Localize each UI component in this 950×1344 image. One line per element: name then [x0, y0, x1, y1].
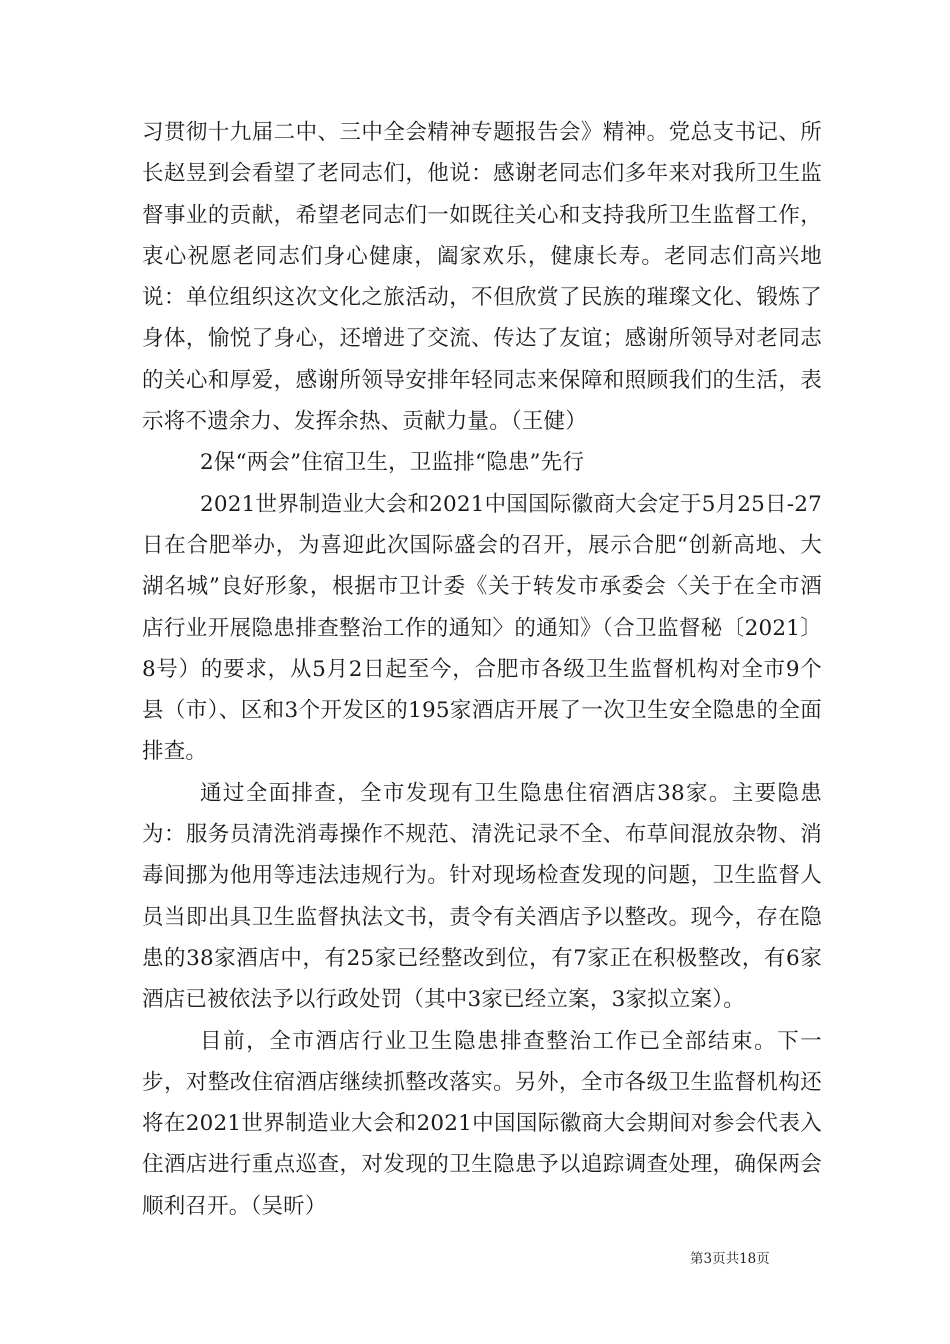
paragraph: 目前，全市酒店行业卫生隐患排查整治工作已全部结束。下一步，对整改住宿酒店继续抓整改落实。另外，全市各级卫生监督机构还将在2021世界制造业大会和2021中国国际徽商大会期间对参会代表入住酒店进行重点巡查，对发现的卫生隐患予以追踪调查处理，确保两会顺利召开。（吴昕）	[142, 1028, 822, 1219]
section-heading: 2保“两会”住宿卫生，卫监排“隐患”先行	[200, 450, 585, 476]
paragraph-continued: 习贯彻十九届二中、三中全会精神专题报告会》精神。党总支书记、所长赵昱到会看望了老同志们，他说：感谢老同志们多年来对我所卫生监督事业的贡献，希望老同志们一如既往关心和支持我所卫生监督工作，衷心祝愿老同志们身心健康，阖家欢乐，健康长寿。老同志们高兴地说：单位组织这次文化之旅活动，不但欣赏了民族的璀璨文化、锻炼了身体，愉悦了身心，还增进了交流、传达了友谊；感谢所领导对老同志的关心和厚爱，感谢所领导安排年轻同志来保障和照顾我们的生活，表示将不遗余力、发挥余热、贡献力量。（王健）	[142, 120, 822, 435]
paragraph: 通过全面排查，全市发现有卫生隐患住宿酒店38家。主要隐患为：服务员清洗消毒操作不规范、清洗记录不全、布草间混放杂物、消毒间挪为他用等违法违规行为。针对现场检查发现的问题，卫生监督人员当即出具卫生监督执法文书，责令有关酒店予以整改。现今，存在隐患的38家酒店中，有25家已经整改到位，有7家正在积极整改，有6家酒店已被依法予以行政处罚（其中3家已经立案，3家拟立案）。	[142, 780, 822, 1013]
paragraph: 2021世界制造业大会和2021中国国际徽商大会定于5月25日-27日在合肥举办，为喜迎此次国际盛会的召开，展示合肥“创新高地、大湖名城”良好形象，根据市卫计委《关于转发市承委会〈关于在全市酒店行业开展隐患排查整治工作的通知〉的通知》（合卫监督秘〔2021〕8号）的要求，从5月2日起至今，合肥市各级卫生监督机构对全市9个县（市）、区和3个开发区的195家酒店开展了一次卫生安全隐患的全面排查。	[142, 491, 822, 765]
page-number: 第3页共18页	[690, 1251, 770, 1267]
document-body	[142, 112, 822, 1227]
